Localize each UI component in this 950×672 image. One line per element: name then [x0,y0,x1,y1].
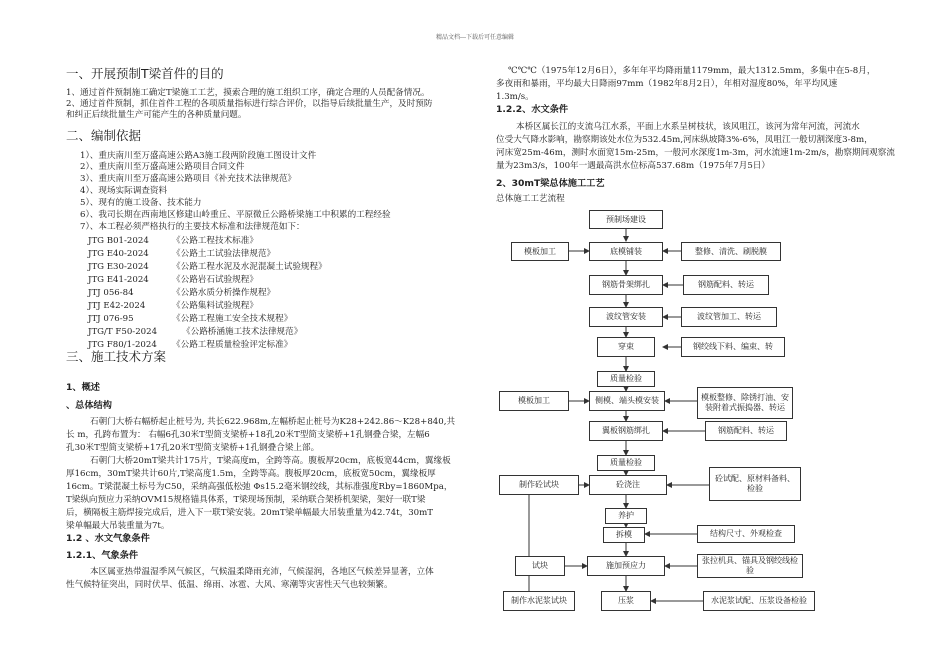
flow-specimen-test: 试块 [515,556,565,576]
section1-line: 1、通过首件预制施工确定T梁施工工艺，摸索合理的施工组织工序，确定合理的人员配备情况。 [66,88,430,98]
flow-note-duct: 波纹管加工、转运 [681,307,777,327]
structure-heading: 、总体结构 [66,400,112,411]
weather-line: 性气候特征突出，同时伏旱、低温、绵雨、冰雹、大风、寒潮等灾害性天气也较频繁。 [66,580,393,590]
standard-code: JTJ 076-95 [88,314,134,324]
flow-step-side-form: 侧模、端头模安装 [589,391,665,411]
section1-title: 一、开展预制T梁首件的目的 [66,66,224,81]
standard-name: 《公路工程技术标准》 [172,236,258,246]
flow-note-side: 模板整修、除锈打油、安装附着式振捣器、转运 [697,387,793,419]
flow-step-duct: 波纹管安装 [589,307,663,327]
basis-item: 6）、我司长期在西南地区修建山岭重丘、平原微丘公路桥梁施工中积累的工程经验 [80,210,391,220]
standard-name: 《公路工程水泥及水泥混凝土试验规程》 [172,262,327,272]
climate-line: ℃℃℃（1975年12月6日），多年年平均降雨量1179mm，最大1312.5mm，多集中在5-8月， [508,66,876,76]
standard-name: 《公路水质分析操作规程》 [172,288,276,298]
hydro-line: 位受大气降水影响，勘察期该处水位为532.45m,河床纵坡降3%-6%，凤咀江一般切割深度3-8m， [496,135,873,145]
flow-note-pour: 砼试配、原材料备料、检验 [709,467,801,501]
standard-name: 《公路土工试验法律规范》 [172,249,276,259]
standard-code: JTJ E42-2024 [88,301,146,311]
flow-step-cure: 养护 [605,508,647,524]
flow-formwork-fab: 模板加工 [511,242,569,261]
flow-step-demold: 拆模 [603,527,645,543]
standard-code: JTG/T F50-2024 [88,327,158,337]
flow-step-flange-rebar: 翼板钢筋绑扎 [589,421,663,441]
standard-name: 《公路工程施工安全技术规程》 [172,314,293,324]
standard-code: JTG E40-2024 [88,249,149,259]
flow-note-bottom: 整修、清洗、刷脱膜 [681,242,781,261]
section3-title: 三、施工技术方案 [66,349,167,364]
basis-item: 4）、现场实际调查资料 [80,186,168,196]
overview-heading: 1、概述 [66,382,100,393]
flow-step-grout: 压浆 [601,591,651,611]
structure-line: 孔30米T型简支梁桥+17孔20米T型简支梁桥+1孔钢叠合梁上部。 [66,443,320,453]
structure-line: 后，横隔板主筋焊接完成后，进入下一联T梁安装。20mT梁单幅最大吊装重量为42.74t，30mT [66,508,434,518]
flow-step-thread: 穿束 [597,337,655,357]
flow-specimen: 制作砼试块 [499,475,579,495]
standard-code: JTG F80/1-2024 [88,340,157,350]
standard-code: JTG E41-2024 [88,275,149,285]
flow-step-qc-1: 质量检验 [597,371,655,387]
basis-item: 1）、重庆南川至万盛高速公路A3施工段两阶段施工图设计文件 [80,151,317,161]
flow-step-rebar: 钢筋骨架绑扎 [589,275,663,295]
flow-step-prestress: 施加预应力 [587,556,665,576]
section1-line: 和纠正后续批量生产可能产生的各种质量问题。 [66,110,247,120]
standard-code: JTJ 056-84 [88,288,134,298]
flow-grout-specimen: 制作水泥浆试块 [503,591,575,611]
hydro-line: 河床宽25m-46m，测时水面宽15m-25m，一般河水深度1m-3m，河水流速1m-2m/s，勘察期间观察流 [496,148,895,158]
flow-note-rebar: 钢筋配料、转运 [683,275,769,295]
flow-title: 总体施工工艺流程 [496,194,565,204]
structure-line: 梁单幅最大吊装重量为7t。 [66,521,170,531]
standard-name: 《公路集料试验规程》 [172,301,258,311]
section2-title: 二、编制依据 [66,128,142,143]
flow-note-grout: 水泥浆试配、压浆设备检验 [703,591,815,611]
flow-note-prestress: 张拉机具、锚具及钢绞线检验 [697,554,803,578]
standard-code: JTG E30-2024 [88,262,149,272]
structure-line: 长 m，孔跨布置为： 右幅6孔30米T型简支梁桥+18孔20米T型简支梁桥+1孔钢叠合梁，左幅6 [66,430,430,440]
standard-name: 《公路岩石试验规程》 [172,275,258,285]
flow-step-site: 预制场建设 [589,210,663,229]
structure-line: T梁纵向预应力采纳OVM15规格锚具体系，T梁现场预制，采纳联合架桥机架梁，架好一联T梁 [66,495,426,505]
basis-item: 7）、本工程必须严格执行的主要技术标准和法律规范如下： [80,222,305,232]
standard-name: 《公路工程质量检验评定标准》 [172,340,293,350]
climate-line: 多夜雨和暴雨，平均最大日降雨97mm（1982年8月2日），年相对湿度80%，年平均风速 [496,79,838,89]
basis-item: 3）、重庆南川至万盛高速公路项目《补充技术法律规范》 [80,174,297,184]
flow-formwork-fab-2: 模板加工 [499,391,569,411]
structure-line: 16cm。T梁混凝土标号为C50，采纳高强低松弛 Φs15.2毫米钢绞线，其标准强度Rby=1860Mpa， [66,482,453,492]
hydro-line: 量为23m3/s，100年一遇最高洪水位标高537.68m（1975年7月5日） [496,161,770,171]
standard-code: JTG B01-2024 [88,236,149,246]
process-flowchart [485,205,815,665]
process-heading: 2、30mT梁总体施工工艺 [496,178,605,189]
structure-line: 石朝门大桥20mT梁共计175片，T梁高度m，全跨等高。腹板厚20cm，底板宽44cm，翼缘板 [90,456,451,466]
flow-note-flange: 钢筋配料、转运 [705,421,787,441]
hydro-condition-heading: 1.2.2、水文条件 [496,104,569,115]
flow-note-demold: 结构尺寸、外观检查 [697,525,795,543]
climate-line: 1.3m/s。 [496,92,534,102]
section1-line: 2、通过首件预制，抓住首件工程的各项质量指标进行综合评价，以指导后续批量生产，及时预防 [66,99,433,109]
standard-name: 《公路桥涵施工技术法律规范》 [182,327,303,337]
weather-line: 本区属亚热带温湿季风气候区，气候温柔降雨充沛，气候湿润，各地区气候差异显著，立体 [90,567,434,577]
structure-line: 厚16cm，30mT梁共计60片,T梁高度1.5m，全跨等高。腹板厚20cm，底板宽50cm，翼缘板厚 [66,469,436,479]
hydro-heading: 1.2 、水文气象条件 [66,533,150,544]
weather-heading: 1.2.1、气象条件 [66,550,139,561]
basis-item: 5）、现有的施工设备、技术能力 [80,198,202,208]
flow-step-pour: 砼浇注 [589,475,667,495]
flow-note-thread: 钢绞线下料、编束、转 [681,337,785,357]
flow-step-bottom-form: 底模铺装 [589,242,663,261]
flow-step-qc-2: 质量检验 [597,455,655,471]
hydro-line: 本桥区属长江的支流乌江水系，平面上水系呈树枝状，该风咀江，该河为常年河流，河流水 [516,122,860,132]
basis-item: 2）、重庆南川至万盛高速公路项目合同文件 [80,162,245,172]
page-header: 精品文档---下载后可任意编辑 [435,34,515,41]
structure-line: 石朝门大桥右幅桥起止桩号为, 共长622.968m,左幅桥起止桩号为K28+242.86～K28+840,共 [90,417,456,427]
